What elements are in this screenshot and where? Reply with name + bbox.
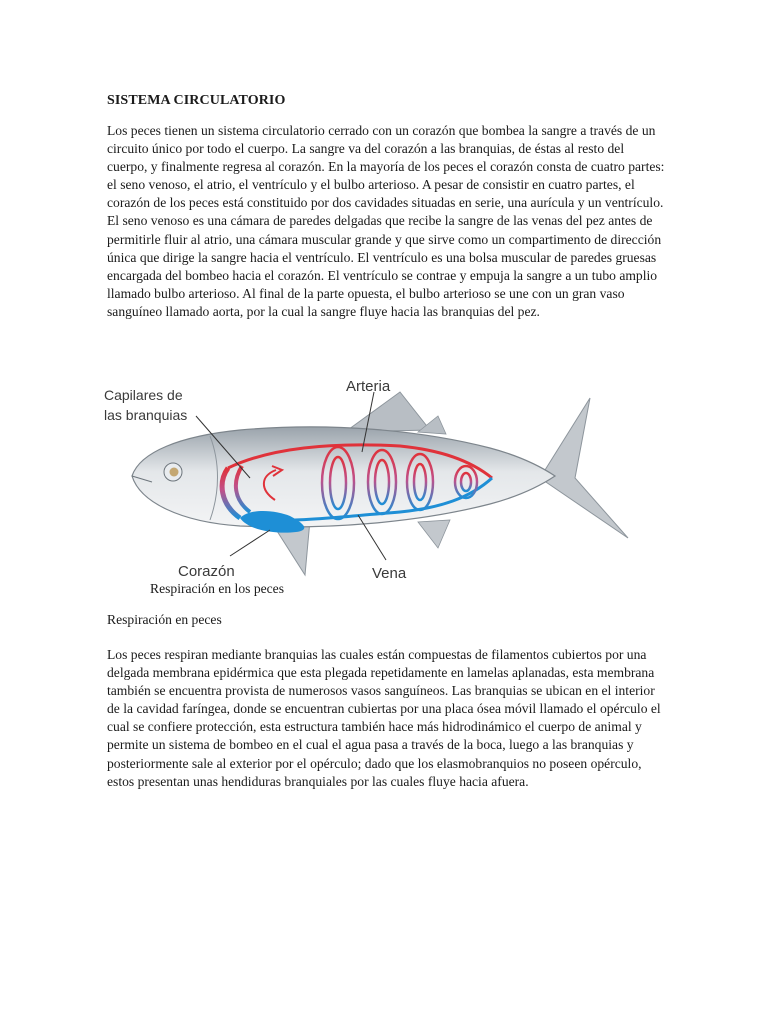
label-vein: Vena	[372, 565, 407, 582]
fish-circulation-diagram	[100, 370, 640, 585]
respiration-paragraph: Los peces respiran mediante branquias las cuales están compuestas de filamentos cubiertos por una delgada membrana epidérmica que esta plegada repetidamente en lamelas aplanadas, esta membrana también se encuentra provista de numerosos vasos sanguíneos. Las branquias se ubican en el interior de la cavidad faríngea, donde se encuentran cubiertas por una placa ósea móvil llamado el opérculo el cual se confiere protección, esta estructura también hace más hidrodinámico el cuerpo de animal y permite un sistema de bombeo en el cual el agua pasa a través de la boca, luego a las branquias y posteriormente sale al exterior por el opérculo; dado que los elasmobranquios no poseen opérculo, estos presentan unas hendiduras branquiales por las cuales fluye hacia afuera.	[107, 647, 661, 789]
label-gill-capillaries-2: las branquias	[104, 407, 188, 423]
dorsal-fin	[345, 392, 430, 432]
section-heading: SISTEMA CIRCULATORIO	[107, 93, 286, 108]
figure-caption: Respiración en los peces	[150, 581, 285, 596]
label-heart: Corazón	[178, 563, 235, 580]
subheading: Respiración en peces	[107, 612, 222, 627]
label-gill-capillaries-1: Capilares de	[104, 387, 183, 403]
circulatory-paragraph: Los peces tienen un sistema circulatorio cerrado con un corazón que bombea la sangre a través de un circuito único por todo el cuerpo. La sangre va del corazón a las branquias, de éstas al resto del cuerpo, y finalmente regresa al corazón. En la mayoría de los peces el corazón consta de cuatro partes: el seno venoso, el atrio, el ventrículo y el bulbo arterioso. A pesar de consistir en cuatro partes, el corazón de los peces está constituido por dos cavidades situadas en serie, una aurícula y un ventrículo. El seno venoso es una cámara de paredes delgadas que recibe la sangre de las venas del pez antes de permitirle fluir al atrio, una cámara muscular grande y que sirve como un compartimento de dirección única que dirige la sangre hacia el ventrículo. El ventrículo es una bolsa muscular de paredes gruesas encargada del bombeo hacia el corazón. El ventrículo se contrae y empuja la sangre a un tubo amplio llamado bulbo arterioso. Al final de la parte opuesta, el bulbo arterioso se une con un gran vaso sanguíneo llamado aorta, por la cual la sangre fluye hacia las branquias del pez.	[107, 123, 665, 319]
tail-fin	[540, 398, 628, 538]
label-artery: Arteria	[346, 378, 391, 395]
